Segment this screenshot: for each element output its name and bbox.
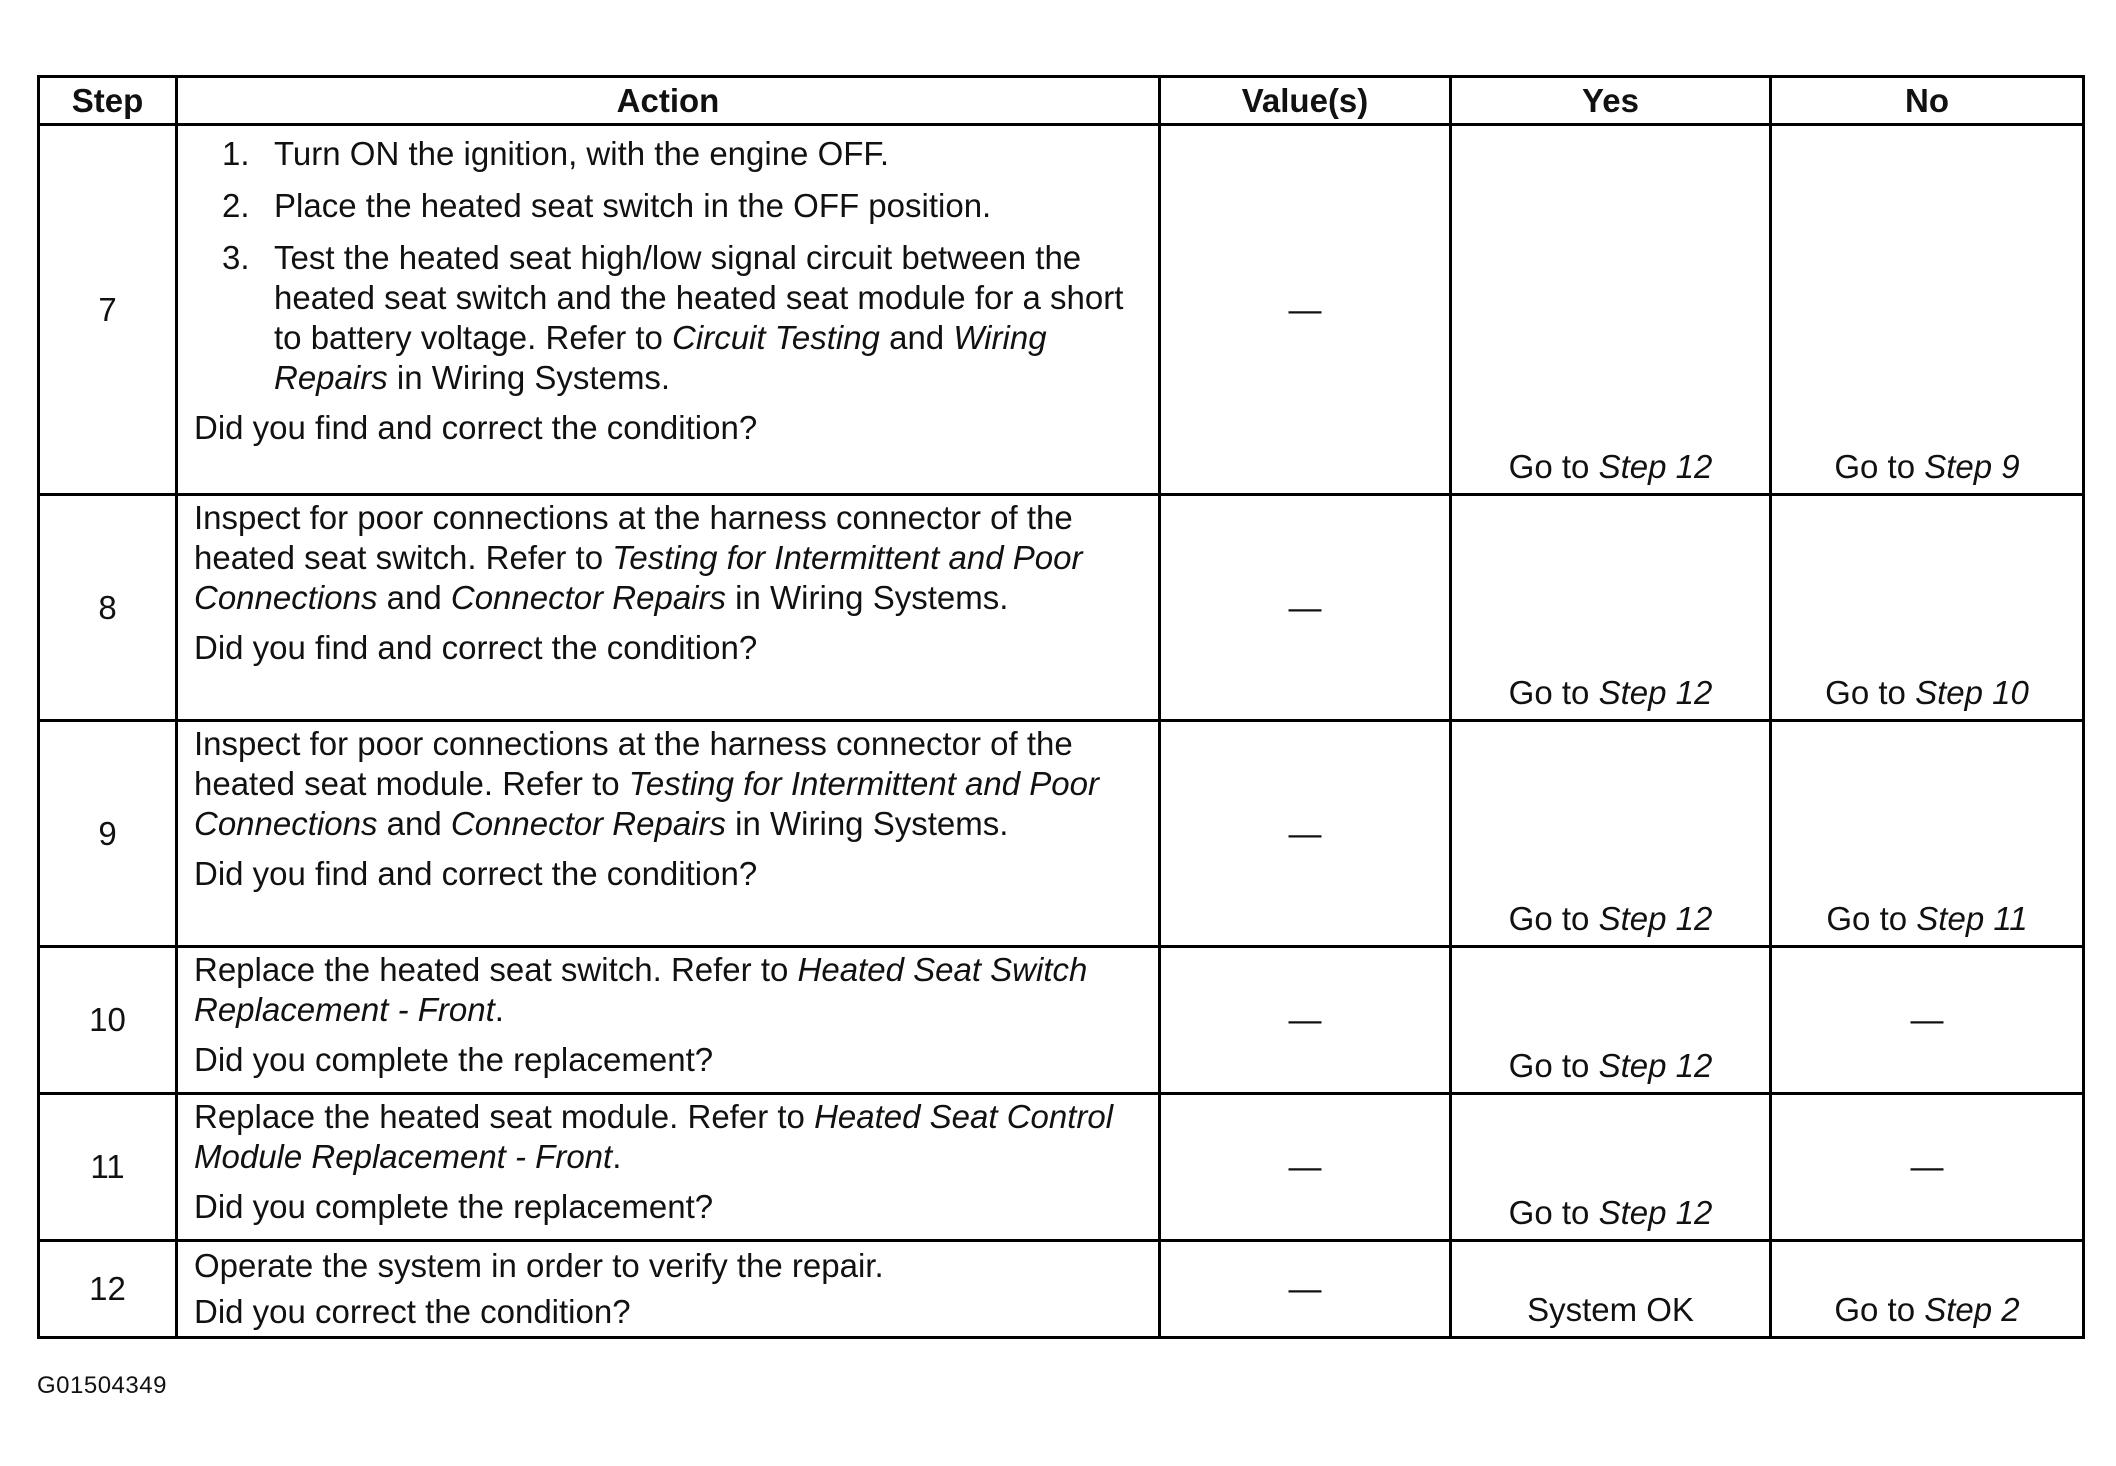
action-text	[194, 950, 1142, 1030]
no-cell	[1771, 947, 2084, 1094]
reference-link[interactable]: Testing for Intermittent and Poor Connections	[194, 539, 1083, 616]
header-values: Value(s)	[1160, 77, 1451, 125]
value-dash: —	[1288, 588, 1322, 626]
no-prefix: Go to	[1825, 674, 1916, 711]
table-row	[39, 947, 2084, 1094]
reference-link[interactable]: Wiring Repairs	[274, 319, 1047, 396]
yes-prefix: Go to	[1508, 900, 1599, 937]
diagnostic-table	[37, 75, 2085, 1339]
step-number: 10	[39, 947, 177, 1094]
table-row	[39, 1094, 2084, 1241]
step-number: 8	[39, 495, 177, 721]
value-dash: —	[1288, 1148, 1322, 1185]
header-step: Step	[39, 77, 177, 125]
action-step-number: 1.	[222, 135, 250, 172]
action-text	[194, 1097, 1142, 1177]
yes-cell	[1451, 495, 1771, 721]
yes-step-link[interactable]: Step 12	[1598, 1194, 1713, 1231]
action-cell	[177, 721, 1160, 947]
table-row	[39, 125, 2084, 495]
action-step-number: 2.	[222, 187, 250, 224]
value-cell	[1160, 1094, 1451, 1241]
action-step-text: Turn ON the ignition, with the engine OFF.	[274, 135, 890, 172]
action-cell	[177, 947, 1160, 1094]
value-cell	[1160, 495, 1451, 721]
header-row	[39, 77, 2084, 125]
no-step-link[interactable]: Step 2	[1924, 1291, 2020, 1328]
question-text: Did you find and correct the condition?	[194, 409, 758, 446]
yes-step-link[interactable]: Step 12	[1598, 674, 1713, 711]
table-row	[39, 1241, 2084, 1338]
action-text-part: .	[494, 991, 504, 1028]
action-text-part: and	[377, 805, 451, 842]
no-step-link[interactable]: Step 11	[1916, 900, 2028, 937]
yes-cell	[1451, 1241, 1771, 1338]
no-dash: —	[1910, 1148, 1944, 1185]
action-text-part: Replace the heated seat switch. Refer to	[194, 951, 798, 988]
value-dash: —	[1288, 814, 1322, 852]
action-cell	[177, 495, 1160, 721]
question-text: Did you correct the condition?	[194, 1293, 631, 1330]
action-cell	[177, 1094, 1160, 1241]
action-step-text: in Wiring Systems.	[387, 359, 671, 396]
step-number: 11	[39, 1094, 177, 1241]
value-cell	[1160, 1241, 1451, 1338]
yes-cell	[1451, 125, 1771, 495]
action-text-part: .	[612, 1138, 622, 1175]
reference-link[interactable]: Heated Seat Switch Replacement - Front	[194, 951, 1088, 1028]
action-step	[194, 238, 1142, 398]
action-step-text: Test the heated seat high/low signal circuit between the heated seat switch and the heated seat module for a short to battery voltage. Refer to	[274, 239, 1124, 356]
no-step-link[interactable]: Step 10	[1915, 674, 2029, 711]
yes-step-link[interactable]: Step 12	[1598, 448, 1713, 485]
action-cell	[177, 1241, 1160, 1338]
no-prefix: Go to	[1826, 900, 1917, 937]
action-text-part: Inspect for poor connections at the harness connector of the heated seat switch. Refer to	[194, 499, 1073, 576]
header-action: Action	[177, 77, 1160, 125]
no-prefix: Go to	[1834, 1291, 1925, 1328]
no-prefix: Go to	[1834, 448, 1925, 485]
reference-link[interactable]: Heated Seat Control Module Replacement - Front	[194, 1098, 1114, 1175]
no-cell	[1771, 1241, 2084, 1338]
header-no: No	[1771, 77, 2084, 125]
step-number: 7	[39, 125, 177, 495]
action-step	[194, 186, 1142, 226]
action-text-part: Inspect for poor connections at the harness connector of the heated seat module. Refer to	[194, 725, 1073, 802]
no-cell	[1771, 125, 2084, 495]
value-dash: —	[1288, 1001, 1322, 1038]
yes-prefix: Go to	[1508, 448, 1599, 485]
no-step-link[interactable]: Step 9	[1924, 448, 2020, 485]
action-text	[194, 498, 1142, 618]
no-cell	[1771, 1094, 2084, 1241]
header-yes: Yes	[1451, 77, 1771, 125]
yes-step-link[interactable]: Step 12	[1598, 900, 1713, 937]
yes-cell	[1451, 1094, 1771, 1241]
question-text: Did you complete the replacement?	[194, 1041, 714, 1078]
value-cell	[1160, 947, 1451, 1094]
action-step	[194, 134, 1142, 174]
yes-step-link[interactable]: Step 12	[1598, 1047, 1713, 1084]
action-text-part: in Wiring Systems.	[726, 579, 1009, 616]
step-number: 9	[39, 721, 177, 947]
yes-result: System OK	[1527, 1291, 1694, 1328]
value-dash: —	[1288, 1270, 1322, 1307]
question-text: Did you complete the replacement?	[194, 1188, 714, 1225]
figure-id: G01504349	[37, 1372, 167, 1399]
yes-cell	[1451, 721, 1771, 947]
table-row	[39, 495, 2084, 721]
action-steps-list	[194, 134, 1142, 398]
no-cell	[1771, 495, 2084, 721]
no-cell	[1771, 721, 2084, 947]
action-text-part: and	[377, 579, 451, 616]
reference-link[interactable]: Connector Repairs	[450, 579, 726, 616]
action-step-text: and	[879, 319, 954, 356]
yes-cell	[1451, 947, 1771, 1094]
table-row	[39, 721, 2084, 947]
no-dash: —	[1910, 1001, 1944, 1038]
value-cell	[1160, 721, 1451, 947]
action-text	[194, 724, 1142, 844]
action-text-part: Replace the heated seat module. Refer to	[194, 1098, 815, 1135]
value-dash: —	[1288, 290, 1322, 328]
reference-link[interactable]: Connector Repairs	[450, 805, 726, 842]
yes-prefix: Go to	[1508, 1194, 1599, 1231]
step-number: 12	[39, 1241, 177, 1338]
question-text: Did you find and correct the condition?	[194, 855, 758, 892]
value-cell	[1160, 125, 1451, 495]
yes-prefix: Go to	[1508, 1047, 1599, 1084]
yes-prefix: Go to	[1508, 674, 1599, 711]
action-text-part: in Wiring Systems.	[726, 805, 1009, 842]
action-step-number: 3.	[222, 239, 250, 276]
question-text: Did you find and correct the condition?	[194, 629, 758, 666]
action-text: Operate the system in order to verify the repair.	[194, 1247, 884, 1284]
action-step-text: Place the heated seat switch in the OFF position.	[274, 187, 992, 224]
action-cell	[177, 125, 1160, 495]
reference-link[interactable]: Testing for Intermittent and Poor Connections	[194, 765, 1099, 842]
reference-link[interactable]: Circuit Testing	[672, 319, 880, 356]
